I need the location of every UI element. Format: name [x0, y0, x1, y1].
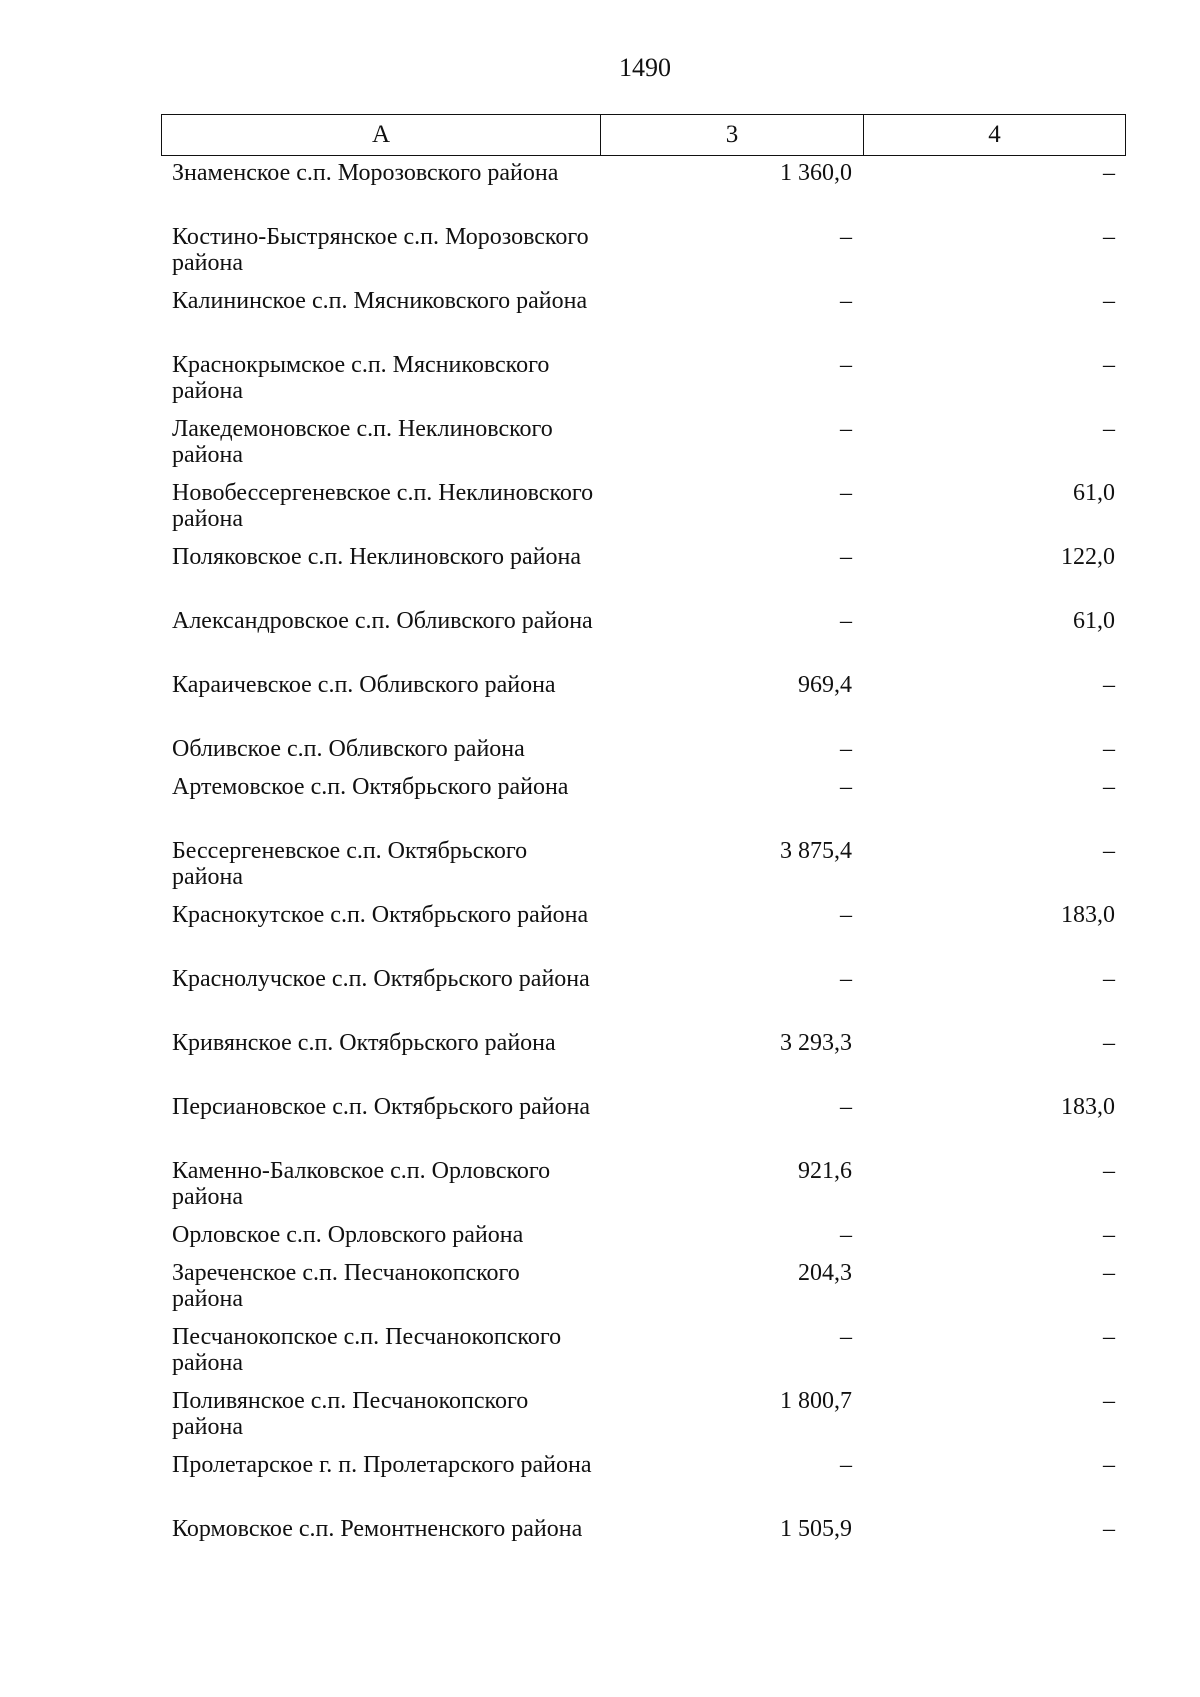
value-col-4: – — [1103, 966, 1115, 992]
value-col-4: – — [1103, 288, 1115, 314]
value-col-4: – — [1103, 1222, 1115, 1248]
value-col-4: – — [1103, 672, 1115, 698]
table-row — [161, 774, 1126, 838]
value-col-4: – — [1103, 1388, 1115, 1414]
settlement-name: Знаменское с.п. Морозовского района — [172, 160, 559, 186]
value-col-4: 122,0 — [1061, 544, 1115, 570]
table-body — [161, 160, 1126, 1580]
value-col-4: – — [1103, 416, 1115, 442]
settlement-name: Костино-Быстрянское с.п. Морозовского района — [172, 224, 589, 276]
table-row — [161, 1516, 1126, 1580]
settlement-name: Обливское с.п. Обливского района — [172, 736, 525, 762]
table-row — [161, 352, 1126, 416]
table-row — [161, 1324, 1126, 1388]
value-col-3: 3 293,3 — [780, 1030, 852, 1056]
settlement-name: Калининское с.п. Мясниковского района — [172, 288, 588, 314]
table-row — [161, 544, 1126, 608]
table-row — [161, 480, 1126, 544]
settlement-name: Краснокутское с.п. Октябрьского района — [172, 902, 589, 928]
value-col-4: – — [1103, 838, 1115, 864]
value-col-3: 969,4 — [798, 672, 852, 698]
value-col-3: 1 800,7 — [780, 1388, 852, 1414]
table-row — [161, 1094, 1126, 1158]
table-row — [161, 1260, 1126, 1324]
value-col-3: – — [840, 544, 852, 570]
value-col-4: 183,0 — [1061, 902, 1115, 928]
value-col-4: 61,0 — [1073, 480, 1115, 506]
value-col-3: – — [840, 288, 852, 314]
settlement-name: Персиановское с.п. Октябрьского района — [172, 1094, 591, 1120]
settlement-name: Кормовское с.п. Ремонтненского района — [172, 1516, 583, 1542]
settlement-name: Александровское с.п. Обливского района — [172, 608, 593, 634]
settlement-name: Песчанокопское с.п. Песчанокопского района — [172, 1324, 562, 1376]
value-col-4: 183,0 — [1061, 1094, 1115, 1120]
value-col-4: – — [1103, 224, 1115, 250]
table-row — [161, 672, 1126, 736]
settlement-name: Кривянское с.п. Октябрьского района — [172, 1030, 556, 1056]
settlement-name: Краснокрымское с.п. Мясниковского района — [172, 352, 550, 404]
settlement-name: Лакедемоновское с.п. Неклиновского района — [172, 416, 553, 468]
value-col-4: – — [1103, 1158, 1115, 1184]
value-col-3: 1 360,0 — [780, 160, 852, 186]
value-col-4: – — [1103, 736, 1115, 762]
value-col-3: – — [840, 608, 852, 634]
value-col-4: – — [1103, 160, 1115, 186]
value-col-3: 3 875,4 — [780, 838, 852, 864]
value-col-3: – — [840, 1324, 852, 1350]
settlement-name: Бессергеневское с.п. Октябрьского района — [172, 838, 528, 890]
value-col-4: – — [1103, 774, 1115, 800]
value-col-4: – — [1103, 1452, 1115, 1478]
table-row — [161, 1222, 1126, 1260]
value-col-3: – — [840, 416, 852, 442]
settlement-name: Пролетарское г. п. Пролетарского района — [172, 1452, 592, 1478]
table-row — [161, 224, 1126, 288]
value-col-3: – — [840, 1094, 852, 1120]
settlement-name: Поливянское с.п. Песчанокопского района — [172, 1388, 529, 1440]
header-col-3: 3 — [601, 115, 864, 155]
table-row — [161, 966, 1126, 1030]
table-row — [161, 160, 1126, 224]
value-col-3: – — [840, 774, 852, 800]
value-col-4: – — [1103, 1516, 1115, 1542]
settlement-name: Новобессергеневское с.п. Неклиновского района — [172, 480, 594, 532]
table-row — [161, 608, 1126, 672]
header-col-a: А — [162, 115, 601, 155]
value-col-4: – — [1103, 1260, 1115, 1286]
table-row — [161, 902, 1126, 966]
value-col-4: – — [1103, 1324, 1115, 1350]
value-col-3: 204,3 — [798, 1260, 852, 1286]
header-col-4: 4 — [988, 121, 1001, 148]
value-col-3: – — [840, 480, 852, 506]
settlement-name: Каменно-Балковское с.п. Орловского района — [172, 1158, 551, 1210]
settlement-name: Поляковское с.п. Неклиновского района — [172, 544, 582, 570]
settlement-name: Караичевское с.п. Обливского района — [172, 672, 556, 698]
page-number: 1490 — [619, 53, 671, 82]
table-row — [161, 736, 1126, 774]
settlement-name: Орловское с.п. Орловского района — [172, 1222, 524, 1248]
value-col-3: – — [840, 1452, 852, 1478]
value-col-3: – — [840, 966, 852, 992]
table-row — [161, 1158, 1126, 1222]
value-col-4: 61,0 — [1073, 608, 1115, 634]
table-header — [161, 114, 1126, 156]
table-row — [161, 1030, 1126, 1094]
value-col-3: – — [840, 352, 852, 378]
value-col-3: – — [840, 224, 852, 250]
value-col-4: – — [1103, 352, 1115, 378]
table-row — [161, 1452, 1126, 1516]
settlement-name: Артемовское с.п. Октябрьского района — [172, 774, 569, 800]
table-row — [161, 288, 1126, 352]
value-col-3: – — [840, 902, 852, 928]
settlement-name: Краснолучское с.п. Октябрьского района — [172, 966, 590, 992]
value-col-3: – — [840, 736, 852, 762]
table-row — [161, 416, 1126, 480]
value-col-3: – — [840, 1222, 852, 1248]
settlement-name: Зареченское с.п. Песчанокопского района — [172, 1260, 520, 1312]
value-col-3: 921,6 — [798, 1158, 852, 1184]
table-row — [161, 838, 1126, 902]
value-col-4: – — [1103, 1030, 1115, 1056]
table-row — [161, 1388, 1126, 1452]
value-col-3: 1 505,9 — [780, 1516, 852, 1542]
